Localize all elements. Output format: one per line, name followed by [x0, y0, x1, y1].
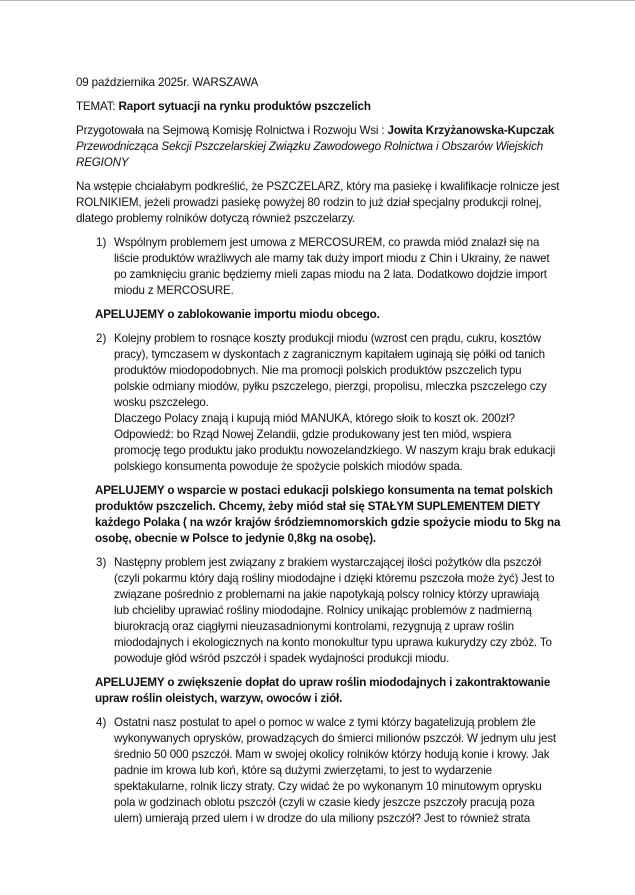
item-line: Dlaczego Polacy znają i kupują miód MANUKA, którego słoik to koszt ok. 200zł? — [114, 412, 515, 425]
item-line: lub chcieliby uprawiać rośliny miododajne. Rolnicy unikając problemów z nadmierną — [114, 604, 532, 617]
author-name: Jowita Krzyżanowska-Kupczak — [387, 124, 555, 137]
page-top-border — [0, 0, 635, 1]
appeal-2 — [76, 483, 561, 547]
item-line: ulem) umierają przed ulem i w drodze do ula miliony pszczół? Jest to również strata — [114, 812, 531, 825]
document-page — [76, 75, 561, 835]
subject-label: TEMAT: — [76, 100, 119, 113]
date-line — [76, 75, 546, 91]
item-line: Ostatni nasz postulat to apel o pomoc w walce z tymi którzy bagatelizują problem źle — [114, 716, 536, 729]
item-line: polskie odmiany miodów, pyłku pszczelego, pierzgi, propolisu, mleczka pszczelego czy — [114, 380, 547, 393]
list-item-1 — [76, 235, 550, 299]
appeal-line: produktów pszczelich. Chcemy, żeby miód stał się STAŁYM SUPLEMENTEM DIETY — [95, 500, 541, 513]
subject-title: Raport sytuacji na rynku produktów pszczelich — [118, 100, 371, 113]
item-line: produktów miodopodobnych. Nie ma promocji polskich produktów pszczelich typu — [114, 364, 522, 377]
appeal-line: osobę, obecnie w Polsce to jedynie 0,8kg na osobę). — [95, 532, 376, 545]
list-number: 4) — [96, 716, 107, 729]
item-line: promocję tego produktu jako produktu nowozelandzkiego. W naszym kraju brak edukacji — [114, 444, 556, 457]
item-line: średnio 50 000 pszczół. Mam w swojej okolicy rolników którzy hodują konie i krowy. Jak — [114, 748, 550, 761]
intro-line: ROLNIKIEM, jeżeli prowadzi pasiekę powyżej 80 rodzin to już dział specjalny produkcji rolnej, — [76, 196, 542, 209]
item-line: powoduje głód wśród pszczół i spadek wydajności produkcji miodu. — [114, 652, 450, 665]
author-role-line: Przewodnicząca Sekcji Pszczelarskiej Związku Zawodowego Rolnictwa i Obszarów Wiejskich — [76, 140, 544, 153]
author-role-line: REGIONY — [76, 156, 129, 169]
item-line: (czyli pokarmu który dają rośliny miododajne i dzięki któremu pszczoła może żyć) Jest to — [114, 572, 555, 585]
item-line: związane pośrednio z problemami na jakie napotykają polscy rolnicy którzy uprawiają — [114, 588, 540, 601]
item-line: miodu z MERCOSURE. — [114, 284, 234, 297]
appeal-1 — [76, 307, 546, 323]
prepared-by-prefix: Przygotowała na Sejmową Komisję Rolnictwa i Rozwoju Wsi : — [76, 124, 388, 137]
appeal-line: każdego Polaka ( na wzór krajów śródziemnomorskich gdzie spożycie miodu to 5kg na — [95, 516, 561, 529]
appeal-line: APELUJEMY o zablokowanie importu miodu obcego. — [95, 308, 380, 321]
list-item-4 — [76, 715, 556, 827]
list-number: 1) — [96, 236, 107, 249]
intro-line: dlatego problemy rolników dotyczą również pszczelarzy. — [76, 212, 356, 225]
item-line: polskiego konsumenta powoduje że spożycie polskich miodów spada. — [114, 460, 463, 473]
item-line: Odpowiedź: bo Rząd Nowej Zelandii, gdzie produkowany jest ten miód, wspiera — [114, 428, 512, 441]
appeal-line: APELUJEMY o wsparcie w postaci edukacji polskiego konsumenta na temat polskich — [95, 484, 553, 497]
intro-line: Na wstępie chciałabym podkreślić, że PSZCZELARZ, który ma pasiekę i kwalifikacje rolnicze jest — [76, 180, 560, 193]
item-line: pola w godzinach oblotu pszczół (czyli w czasie kiedy jeszcze pszczoły pracują poza — [114, 796, 535, 809]
item-line: miododajnych i ekologicznych na konto monokultur typu uprawa kukurydzy czy zbóż. To — [114, 636, 552, 649]
appeal-3 — [76, 675, 551, 707]
item-line: Kolejny problem to rosnące koszty produkcji miodu (wzrost cen prądu, cukru, kosztów — [114, 332, 542, 345]
item-line: Następny problem jest związany z brakiem wystarczającej ilości pożytków dla pszczół — [114, 556, 541, 569]
item-line: Wspólnym problemem jest umowa z MERCOSUREM, co prawda miód znalazł się na — [114, 236, 540, 249]
prepared-by-block — [76, 123, 555, 171]
item-line: padnie im krowa lub koń, które są dużymi zwierzętami, to jest to wydarzenie — [114, 764, 492, 777]
item-line: spektakularne, rolnik liczy straty. Czy widać że po wykonanym 10 minutowym oprysku — [114, 780, 542, 793]
item-line: po zamknięciu granic będziemy mieli zapas miodu na 2 lata. Dodatkowo dojdzie import — [114, 268, 547, 281]
item-line: biurokracją oraz ciągłymi nieuzasadnionymi kontrolami, rezygnują z upraw roślin — [114, 620, 514, 633]
appeal-line: APELUJEMY o zwiększenie dopłat do upraw roślin miododajnych i zakontraktowanie — [95, 676, 551, 689]
item-line: wosku pszczelego. — [114, 396, 209, 409]
list-item-2 — [76, 331, 556, 475]
intro-paragraph — [76, 179, 560, 227]
item-line: liście produktów wrażliwych ale mamy tak duży import miodu z Chin i Ukrainy, że nawet — [114, 252, 550, 265]
list-number: 2) — [96, 332, 107, 345]
subject-line — [76, 99, 546, 115]
item-line: pracy), tymczasem w dyskontach z zagranicznym kapitałem uginają się półki od tanich — [114, 348, 545, 361]
appeal-line: upraw roślin oleistych, warzyw, owoców i ziół. — [95, 692, 343, 705]
list-number: 3) — [96, 556, 107, 569]
item-line: wykonywanych oprysków, prowadzących do śmierci milionów pszczół. W jednym ulu jest — [114, 732, 556, 745]
list-item-3 — [76, 555, 555, 667]
date-location-text: 09 października 2025r. WARSZAWA — [76, 76, 259, 89]
